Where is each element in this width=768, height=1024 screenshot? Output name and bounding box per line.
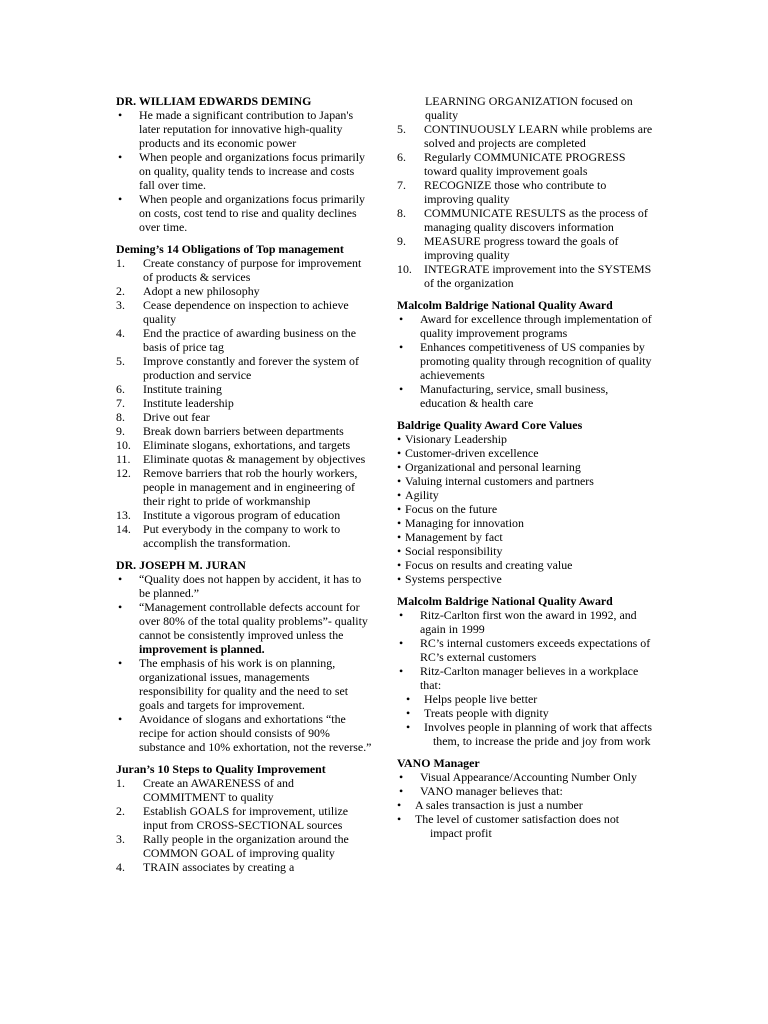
item-number: 10.	[116, 438, 131, 452]
list-item: • Visual Appearance/Accounting Number Only	[397, 770, 653, 784]
item-text: Put everybody in the company to work to accomplish the transformation.	[143, 522, 341, 550]
vano-sub-bullets	[388, 798, 653, 840]
list-item: • Treats people with dignity	[397, 706, 653, 720]
right-column	[397, 94, 653, 848]
vano-bullets	[397, 770, 653, 798]
list-item: • Manufacturing, service, small business, education & health care	[397, 382, 653, 410]
list-item: • Focus on results and creating value	[397, 558, 653, 572]
item-number: 4.	[116, 860, 125, 874]
item-number: 13.	[116, 508, 131, 522]
mbnqa-ritz-heading: Malcolm Baldrige National Quality Award	[397, 594, 613, 608]
list-item: • Ritz-Carlton first won the award in 1992, and again in 1999	[397, 608, 653, 636]
juran-steps-continued	[397, 94, 653, 290]
list-item	[116, 508, 372, 522]
item-text: Break down barriers between departments	[143, 424, 344, 438]
item-text: Rally people in the organization around the COMMON GOAL of improving quality	[143, 832, 349, 860]
item-number: 7.	[397, 178, 406, 192]
list-item	[388, 812, 653, 840]
item-text: Institute a vigorous program of education	[143, 508, 341, 522]
juran-section	[116, 558, 372, 754]
list-item: • VANO manager believes that:	[397, 784, 653, 798]
item-text: • The level of customer satisfaction does not impact profit	[415, 812, 620, 840]
list-item: • Organizational and personal learning	[397, 460, 653, 474]
list-item	[116, 410, 372, 424]
item-number: 12.	[116, 466, 131, 480]
list-item: • A sales transaction is just a number	[388, 798, 653, 812]
item-text: Create an AWARENESS of and COMMITMENT to quality	[143, 776, 294, 804]
item-number: 7.	[116, 396, 125, 410]
vano-section	[397, 756, 653, 840]
core-values-section	[397, 418, 653, 586]
item-number: 8.	[397, 206, 406, 220]
list-item: • Customer-driven excellence	[397, 446, 653, 460]
item-text: MEASURE progress toward the goals of improving quality	[424, 234, 619, 262]
list-item	[397, 262, 653, 290]
list-item	[116, 284, 372, 298]
list-item	[116, 466, 372, 508]
list-item	[397, 150, 653, 178]
list-item	[116, 522, 372, 550]
ritz-carlton-section	[397, 594, 653, 748]
item-number: 9.	[116, 424, 125, 438]
list-item: • Visionary Leadership	[397, 432, 653, 446]
item-number: 3.	[116, 832, 125, 846]
item-text: Institute training	[143, 382, 222, 396]
mbnqa-section	[397, 298, 653, 410]
item-text: Regularly COMMUNICATE PROGRESS toward quality improvement goals	[424, 150, 626, 178]
list-item	[116, 396, 372, 410]
list-item: • When people and organizations focus primarily on quality, quality tends to increase and costs fall over time.	[116, 150, 372, 192]
list-item: • Ritz-Carlton manager believes in a workplace that:	[397, 664, 653, 692]
mbnqa-bullets	[397, 312, 653, 410]
item-text: COMMUNICATE RESULTS as the process of managing quality discovers information	[424, 206, 648, 234]
list-item: • Agility	[397, 488, 653, 502]
core-values-heading: Baldrige Quality Award Core Values	[397, 418, 583, 432]
item-text: • Involves people in planning of work that affects them, to increase the pride and joy from work	[424, 720, 652, 748]
list-item: • Social responsibility	[397, 544, 653, 558]
item-number: 6.	[116, 382, 125, 396]
item-number: 2.	[116, 284, 125, 298]
ritz-bullets	[397, 608, 653, 692]
juran-steps-list	[116, 776, 372, 874]
list-item	[397, 122, 653, 150]
deming-bullets	[116, 108, 372, 234]
list-item	[397, 720, 653, 748]
item-number: 10.	[397, 262, 412, 276]
list-item	[116, 256, 372, 284]
list-item: • Helps people live better	[397, 692, 653, 706]
list-item	[116, 438, 372, 452]
list-item	[116, 832, 372, 860]
item-text: Drive out fear	[143, 410, 210, 424]
list-item	[116, 860, 372, 874]
list-item: • Enhances competitiveness of US companies by promoting quality through recognition of quality achievements	[397, 340, 653, 382]
juran-bullets	[116, 572, 372, 754]
list-item-continued: LEARNING ORGANIZATION focused on quality	[425, 94, 633, 122]
item-number: 3.	[116, 298, 125, 312]
list-item	[116, 298, 372, 326]
list-item: • Award for excellence through implementation of quality improvement programs	[397, 312, 653, 340]
list-item	[397, 206, 653, 234]
juran-heading: DR. JOSEPH M. JURAN	[116, 558, 246, 572]
list-item	[116, 804, 372, 832]
item-text: Eliminate slogans, exhortations, and targets	[143, 438, 351, 452]
item-text: Institute leadership	[143, 396, 234, 410]
deming-section	[116, 94, 372, 234]
list-item: • He made a significant contribution to Japan's later reputation for innovative high-quality products and its economic power	[116, 108, 372, 150]
item-number: 5.	[116, 354, 125, 368]
item-text: Cease dependence on inspection to achieve quality	[143, 298, 349, 326]
item-text: End the practice of awarding business on the basis of price tag	[143, 326, 356, 354]
item-text: RECOGNIZE those who contribute to improving quality	[424, 178, 607, 206]
ritz-sub-bullets	[397, 692, 653, 748]
mbnqa-heading: Malcolm Baldrige National Quality Award	[397, 298, 613, 312]
list-item: • “Quality does not happen by accident, it has to be planned.”	[116, 572, 372, 600]
list-item: • Management by fact	[397, 530, 653, 544]
list-item	[397, 178, 653, 206]
item-text: Adopt a new philosophy	[143, 284, 260, 298]
list-item: • RC’s internal customers exceeds expectations of RC’s external customers	[397, 636, 653, 664]
list-item	[116, 424, 372, 438]
obligations-list	[116, 256, 372, 550]
list-item	[116, 600, 372, 656]
item-number: 6.	[397, 150, 406, 164]
item-text: TRAIN associates by creating a	[143, 860, 295, 874]
list-item	[116, 354, 372, 382]
list-item: • Avoidance of slogans and exhortations “the recipe for action should consists of 90% substance and 10% exhortation, not the reverse.”	[116, 712, 372, 754]
list-item	[116, 452, 372, 466]
juran-steps-section	[116, 762, 372, 874]
item-text: Improve constantly and forever the system of production and service	[143, 354, 359, 382]
item-number: 11.	[116, 452, 131, 466]
item-number: 9.	[397, 234, 406, 248]
obligations-heading: Deming’s 14 Obligations of Top management	[116, 242, 344, 256]
item-text: INTEGRATE improvement into the SYSTEMS of the organization	[424, 262, 652, 290]
item-number: 1.	[116, 776, 125, 790]
list-item: • Valuing internal customers and partners	[397, 474, 653, 488]
list-item: • When people and organizations focus primarily on costs, cost tend to rise and quality declines over time.	[116, 192, 372, 234]
item-text: Eliminate quotas & management by objectives	[143, 452, 366, 466]
item-number: 1.	[116, 256, 125, 270]
item-number: 4.	[116, 326, 125, 340]
list-item	[116, 776, 372, 804]
deming-heading: DR. WILLIAM EDWARDS DEMING	[116, 94, 312, 108]
list-item	[116, 326, 372, 354]
item-text-bold: improvement is planned.	[139, 642, 265, 656]
list-item	[116, 382, 372, 396]
item-text: Remove barriers that rob the hourly workers, people in management and in engineering of their right to pride of workmanship	[143, 466, 358, 508]
item-text: Establish GOALS for improvement, utilize input from CROSS-SECTIONAL sources	[143, 804, 349, 832]
juran-steps-list-continued	[397, 122, 653, 290]
item-number: 2.	[116, 804, 125, 818]
item-text: Create constancy of purpose for improvement of products & services	[143, 256, 362, 284]
vano-heading: VANO Manager	[397, 756, 480, 770]
list-item	[397, 234, 653, 262]
list-item: • Systems perspective	[397, 572, 653, 586]
item-text: “Management controllable defects account for over 80% of the total quality problems”- quality cannot be consistently improved unless the	[139, 600, 368, 642]
item-number: 8.	[116, 410, 125, 424]
left-column	[116, 94, 372, 882]
list-item: • Focus on the future	[397, 502, 653, 516]
item-number: 14.	[116, 522, 131, 536]
item-text: CONTINUOUSLY LEARN while problems are solved and projects are completed	[424, 122, 653, 150]
list-item: • Managing for innovation	[397, 516, 653, 530]
list-item: • The emphasis of his work is on planning, organizational issues, managements responsibility for quality and the need to set goals and targets for improvement.	[116, 656, 372, 712]
core-values-list	[397, 432, 653, 586]
item-number: 5.	[397, 122, 406, 136]
obligations-section	[116, 242, 372, 550]
juran-steps-heading: Juran’s 10 Steps to Quality Improvement	[116, 762, 326, 776]
